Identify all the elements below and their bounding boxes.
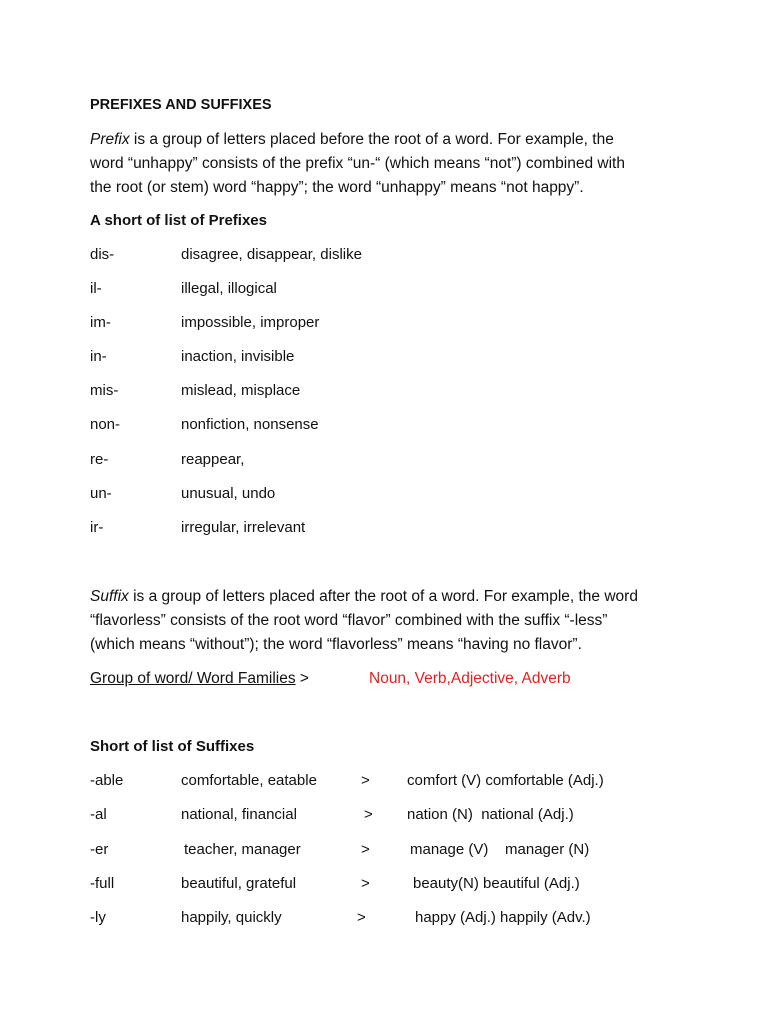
suffix-examples: happily, quickly <box>181 909 282 926</box>
prefix-label: mis- <box>90 382 119 399</box>
suffix-arrow: > <box>357 909 366 926</box>
suffix-arrow: > <box>361 875 370 892</box>
word-families-arrow: > <box>299 670 309 687</box>
prefix-label: in- <box>90 348 107 365</box>
prefix-definition-line-2: word “unhappy” consists of the prefix “un-“ (which means “not”) combined with <box>90 155 625 172</box>
suffix-label: -al <box>90 806 107 823</box>
prefix-examples: impossible, improper <box>181 314 320 331</box>
prefix-examples: illegal, illogical <box>181 280 277 297</box>
prefix-label: il- <box>90 280 102 297</box>
suffix-arrow: > <box>361 841 370 858</box>
suffix-word-family: beauty(N) beautiful (Adj.) <box>413 875 580 892</box>
prefix-definition-line-1-text: is a group of letters placed before the root of a word. For example, the <box>129 131 614 148</box>
document-title: PREFIXES AND SUFFIXES <box>90 97 272 113</box>
prefix-definition <box>90 128 690 200</box>
suffix-label: -er <box>90 841 109 858</box>
suffix-definition <box>90 585 690 657</box>
suffix-label: -able <box>90 772 124 789</box>
suffix-arrow: > <box>361 772 370 789</box>
prefix-examples: irregular, irrelevant <box>181 519 306 536</box>
suffix-definition-line-1 <box>90 585 690 609</box>
prefix-definition-line-3: the root (or stem) word “happy”; the word “unhappy” means “not happy”. <box>90 179 584 196</box>
prefix-examples: unusual, undo <box>181 485 276 502</box>
prefix-label: ir- <box>90 519 104 536</box>
suffix-word-family: comfort (V) comfortable (Adj.) <box>407 772 604 789</box>
prefix-label: un- <box>90 485 112 502</box>
prefix-definition-line-1 <box>90 128 690 152</box>
prefix-label: dis- <box>90 246 115 263</box>
prefix-examples: inaction, invisible <box>181 348 295 365</box>
prefix-examples: nonfiction, nonsense <box>181 416 319 433</box>
parts-of-speech-list: Noun, Verb,Adjective, Adverb <box>369 670 571 687</box>
suffix-examples: comfortable, eatable <box>181 772 317 789</box>
suffix-definition-line-1-text: is a group of letters placed after the root of a word. For example, the word <box>128 588 638 605</box>
suffix-examples: national, financial <box>181 806 297 823</box>
suffix-definition-line-3: (which means “without”); the word “flavorless” means “having no flavor”. <box>90 636 582 653</box>
suffix-examples: teacher, manager <box>184 841 301 858</box>
suffix-term: Suffix <box>90 588 129 605</box>
suffix-definition-line-2: “flavorless” consists of the root word “flavor” combined with the suffix “-less” <box>90 612 608 629</box>
word-families-label: Group of word/ Word Families <box>90 670 296 687</box>
suffix-word-family: nation (N) national (Adj.) <box>407 806 574 823</box>
prefix-examples: mislead, misplace <box>181 382 301 399</box>
word-families-line <box>90 669 309 689</box>
prefix-label: re- <box>90 451 109 468</box>
suffix-list-heading: Short of list of Suffixes <box>90 738 255 755</box>
suffix-examples: beautiful, grateful <box>181 875 297 892</box>
prefix-examples: disagree, disappear, dislike <box>181 246 362 263</box>
prefix-label: im- <box>90 314 111 331</box>
prefix-term: Prefix <box>90 131 130 148</box>
prefix-examples: reappear, <box>181 451 245 468</box>
suffix-arrow: > <box>364 806 373 823</box>
suffix-label: -ly <box>90 909 106 926</box>
suffix-label: -full <box>90 875 115 892</box>
suffix-word-family: happy (Adj.) happily (Adv.) <box>415 909 591 926</box>
suffix-word-family: manage (V) manager (N) <box>410 841 590 858</box>
prefix-label: non- <box>90 416 121 433</box>
prefix-list-heading: A short of list of Prefixes <box>90 212 267 229</box>
